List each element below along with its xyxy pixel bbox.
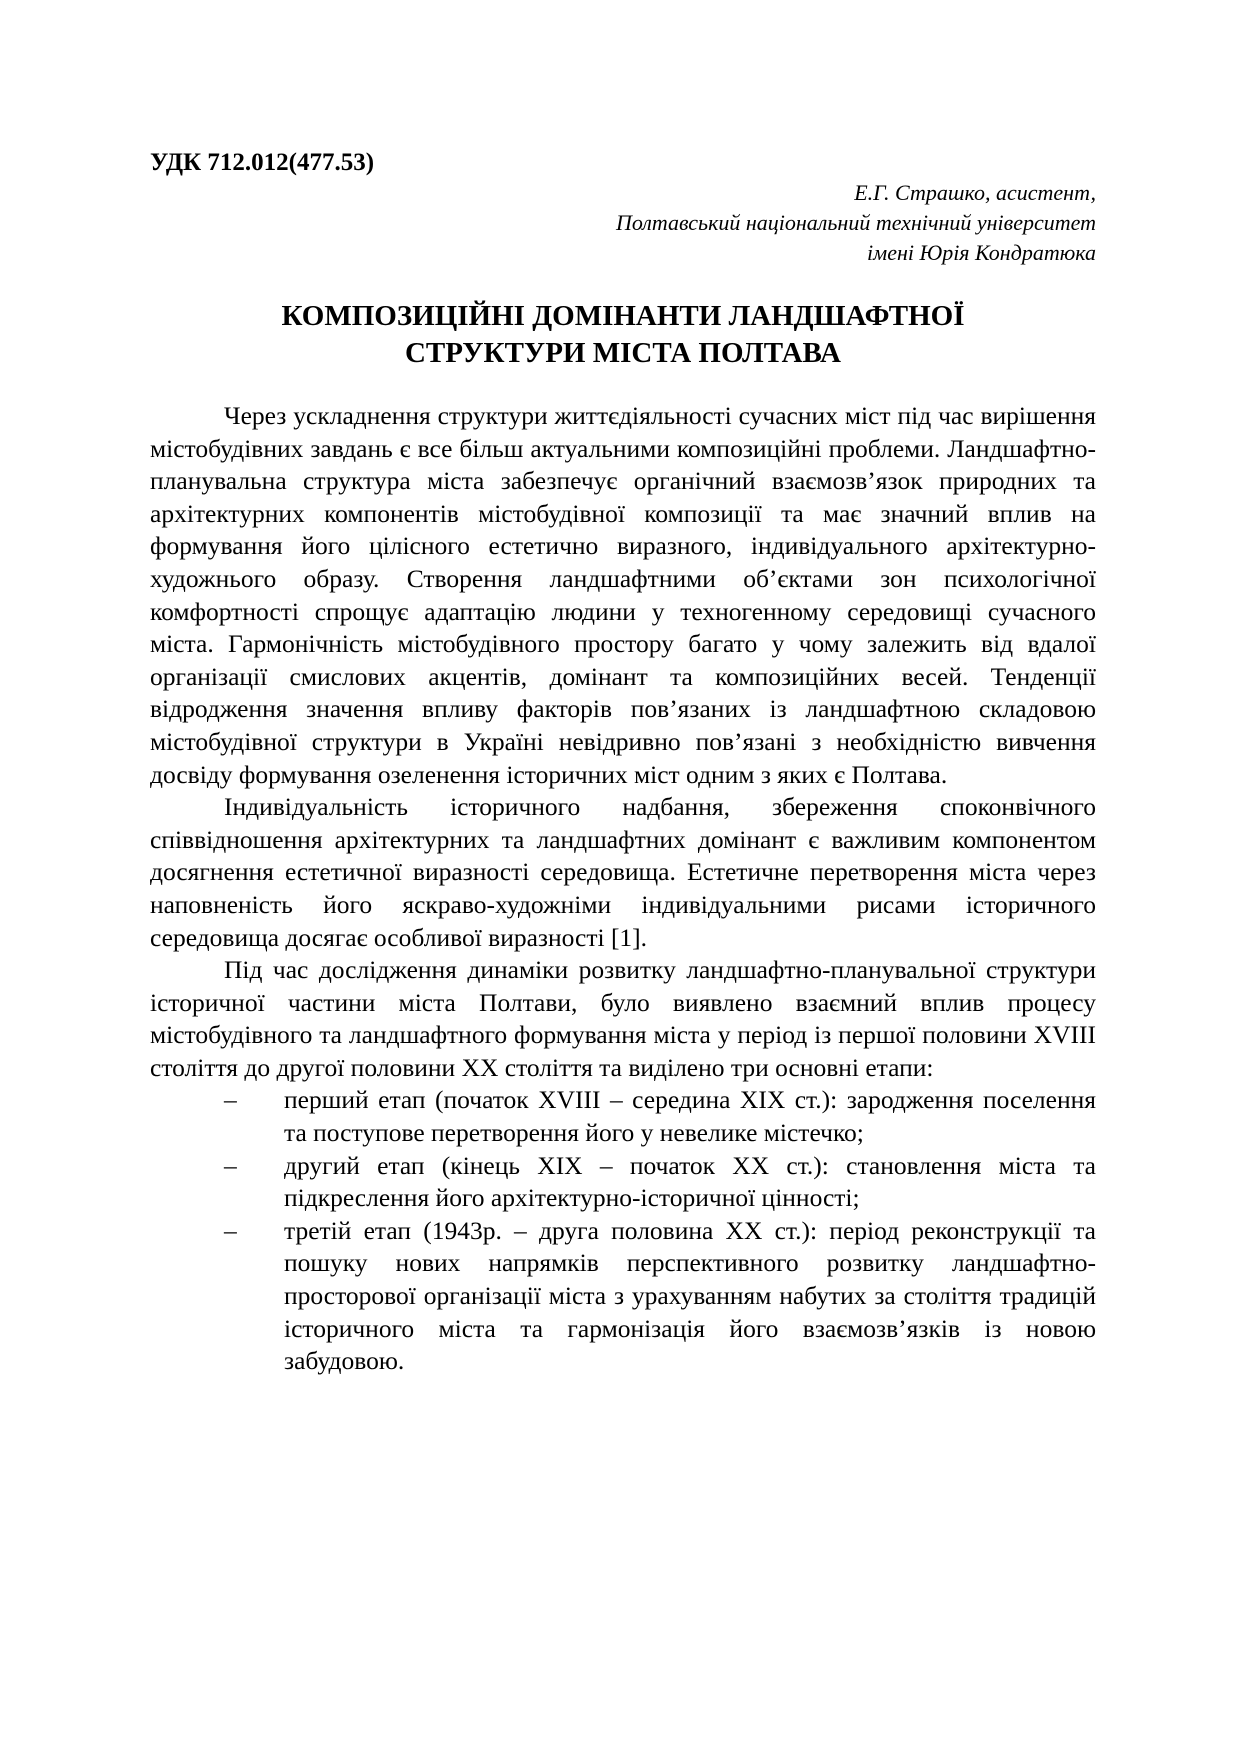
list-item bbox=[150, 1215, 1096, 1378]
title-line-1: КОМПОЗИЦІЙНІ ДОМІНАНТИ ЛАНДШАФТНОЇ bbox=[281, 300, 965, 332]
body-paragraph: Індивідуальність історичного надбання, збереження споконвічного співвідношення архітектурних та ландшафтних домінант є важливим компонентом досягнення естетичної виразності середовища. Естетичне перетворення міста через наповненість його яскраво-художніми індивідуальними рисами історичного середовища досягає особливої виразності [1]. bbox=[150, 792, 1096, 952]
udc-code: УДК 712.012(477.53) bbox=[150, 149, 375, 176]
document-page bbox=[150, 148, 1096, 1378]
list-item bbox=[150, 1084, 1096, 1149]
list-dash-marker: – bbox=[224, 1215, 237, 1245]
paper-title bbox=[150, 298, 1096, 372]
list-item-text: другий етап (кінець XIX – початок XX ст.): становлення міста та підкреслення його архітектурно-історичної цінності; bbox=[284, 1150, 1096, 1213]
body-paragraph: Під час дослідження динаміки розвитку ландшафтно-планувальної структури історичної частини міста Полтави, було виявлено взаємний вплив процесу містобудівного та ландшафтного формування міста у період із першої половини XVIII століття до другої половини XX століття та виділено три основні етапи: bbox=[150, 955, 1096, 1082]
list-item-text: перший етап (початок XVIII – середина XIX ст.): зародження поселення та поступове перетворення його у невелике містечко; bbox=[284, 1085, 1096, 1148]
list-item-text: третій етап (1943р. – друга половина XX ст.): період реконструкції та пошуку нових напрямків перспективного розвитку ландшафтно-просторової організації міста з урахуванням набутих за століття традицій історичного міста та гармонізація його взаємозв’язків із новою забудовою. bbox=[284, 1215, 1096, 1376]
list-dash-marker: – bbox=[224, 1085, 237, 1115]
stages-list bbox=[150, 1084, 1096, 1377]
body-paragraph: Через ускладнення структури життєдіяльності сучасних міст під час вирішення містобудівних завдань є все більш актуальними композиційні проблеми. Ландшафтно-планувальна структура міста забезпечує органічний взаємозв’язок природних та архітектурних компонентів містобудівної композиції та має значний вплив на формування його цілісного естетично виразного, індивідуального архітектурно-художнього образу. Створення ландшафтними об’єктами зон психологічної комфортності спрощує адаптацію людини у техногенному середовищі сучасного міста. Гармонічність містобудівного простору багато у чому залежить від вдалої організації смислових акцентів, домінант та композиційних весей. Тенденції відродження значення впливу факторів пов’язаних із ландшафтною складовою містобудівної структури в Україні невідривно пов’язані з необхідністю вивчення досвіду формування озеленення історичних міст одним з яких є Полтава. bbox=[150, 401, 1096, 789]
title-line-2: СТРУКТУРИ МІСТА ПОЛТАВА bbox=[404, 337, 841, 369]
author-affiliation: Полтавський національний технічний університет bbox=[615, 210, 1096, 235]
author-affiliation-continued: імені Юрія Кондратюка bbox=[867, 240, 1096, 265]
author-block bbox=[150, 178, 1096, 268]
list-dash-marker: – bbox=[224, 1150, 237, 1180]
list-item bbox=[150, 1150, 1096, 1215]
author-name: Е.Г. Страшко, асистент, bbox=[854, 180, 1096, 205]
